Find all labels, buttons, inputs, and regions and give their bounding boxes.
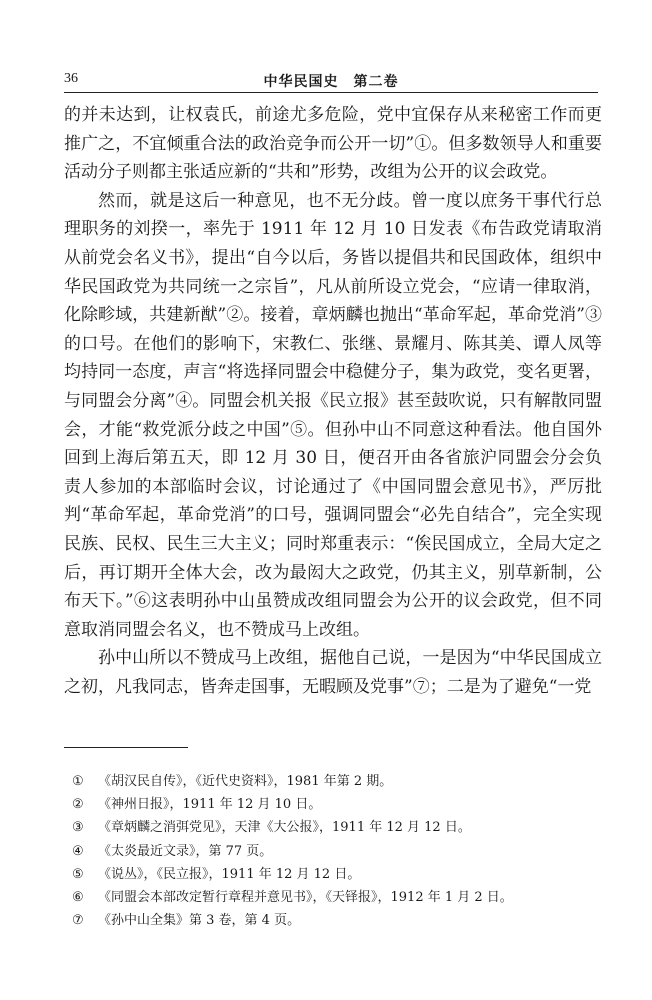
footnote-item [72,909,592,932]
page-number: 36 [64,71,78,86]
footnote-mark: ③ [72,820,84,836]
body-text [64,101,602,701]
footnote-item [72,886,592,909]
footnote-item [72,863,592,886]
footnote-mark: ⑤ [72,866,84,882]
footnote-text: 《章炳麟之消弭党见》，天津《大公报》，1911 年 12 月 12 日。 [98,820,471,836]
footnote-text: 《太炎最近文录》，第 77 页。 [98,843,273,859]
footnote-mark: ⑦ [72,913,84,929]
footnote-item [72,770,592,793]
footnote-mark: ② [72,797,84,813]
footnote-mark: ⑥ [72,890,84,906]
running-title: 中华民国史 第二卷 [263,74,399,90]
footnote-text: 《孙中山全集》第 3 卷，第 4 页。 [98,913,301,929]
footnote-text: 《同盟会本部改定暂行章程并意见书》，《天铎报》，1912 年 1 月 2 日。 [98,890,513,906]
footnote-text: 《神州日报》，1911 年 12 月 10 日。 [98,797,322,813]
footnote-rule [64,747,188,748]
footnote-mark: ① [72,774,84,789]
paragraph: 然而，就是这后一种意见，也不无分歧。曾一度以庶务干事代行总理职务的刘揆一，率先于 1911 年 12 月 10 日发表《布告政党请取消从前党会名义书》，提出“自今以后，务皆以提倡共和民国政体，组织中华民国政党为共同统一之宗旨”，凡从前所设立党会，“应请一律取消，化除畛域，共建新猷”②。接着，章炳麟也抛出“革命军起，革命党消”③的口号。在他们的影响下，宋教仁、张继、景耀月、陈其美、谭人凤等均持同一态度，声言“将选择同盟会中稳健分子，集为政党，变名更署，与同盟会分离”④。同盟会机关报《民立报》甚至鼓吹说，只有解散同盟会，才能“救党派分歧之中国”⑤。但孙中山不同意这种看法。他自国外回到上海后第五天，即 12 月 30 日，便召开由各省旅沪同盟会分会负责人参加的本部临时会议，讨论通过了《中国同盟会意见书》，严厉批判“革命军起，革命党消”的口号，强调同盟会“必先自结合”，完全实现民族、民权、民生三大主义；同时郑重表示：“俟民国成立，全局大定之后，再订期开全体大会，改为最闳大之政党，仍其主义，别草新制，公布天下。”⑥这表明孙中山虽赞成改组同盟会为公开的议会政党，但不同意取消同盟会名义，也不赞成马上改组。 [64,190,602,640]
footnote-item [72,816,592,839]
footnote-text: 《说丛》，《民立报》，1911 年 12 月 12 日。 [98,866,361,882]
page-header [64,68,598,92]
paragraph-continuation: 的并未达到，让权袁氏，前途尤多危险，党中宜保存从来秘密工作而更推广之，不宜倾重合法的政治竞争而公开一切”①。但多数领导人和重要活动分子则都主张适应新的“共和”形势，改组为公开的议会政党。 [64,105,602,183]
paragraph: 孙中山所以不赞成马上改组，据他自己说，一是因为“中华民国成立之初，凡我同志，皆奔走国事，无暇顾及党事”⑦；二是为了避免“一党 [64,648,602,697]
footnotes [72,770,592,932]
footnote-text: 《胡汉民自传》，《近代史资料》，1981 年第 2 期。 [98,774,393,789]
header-rule [64,92,598,93]
footnote-item [72,840,592,863]
footnote-mark: ④ [72,843,84,859]
footnote-item [72,793,592,816]
